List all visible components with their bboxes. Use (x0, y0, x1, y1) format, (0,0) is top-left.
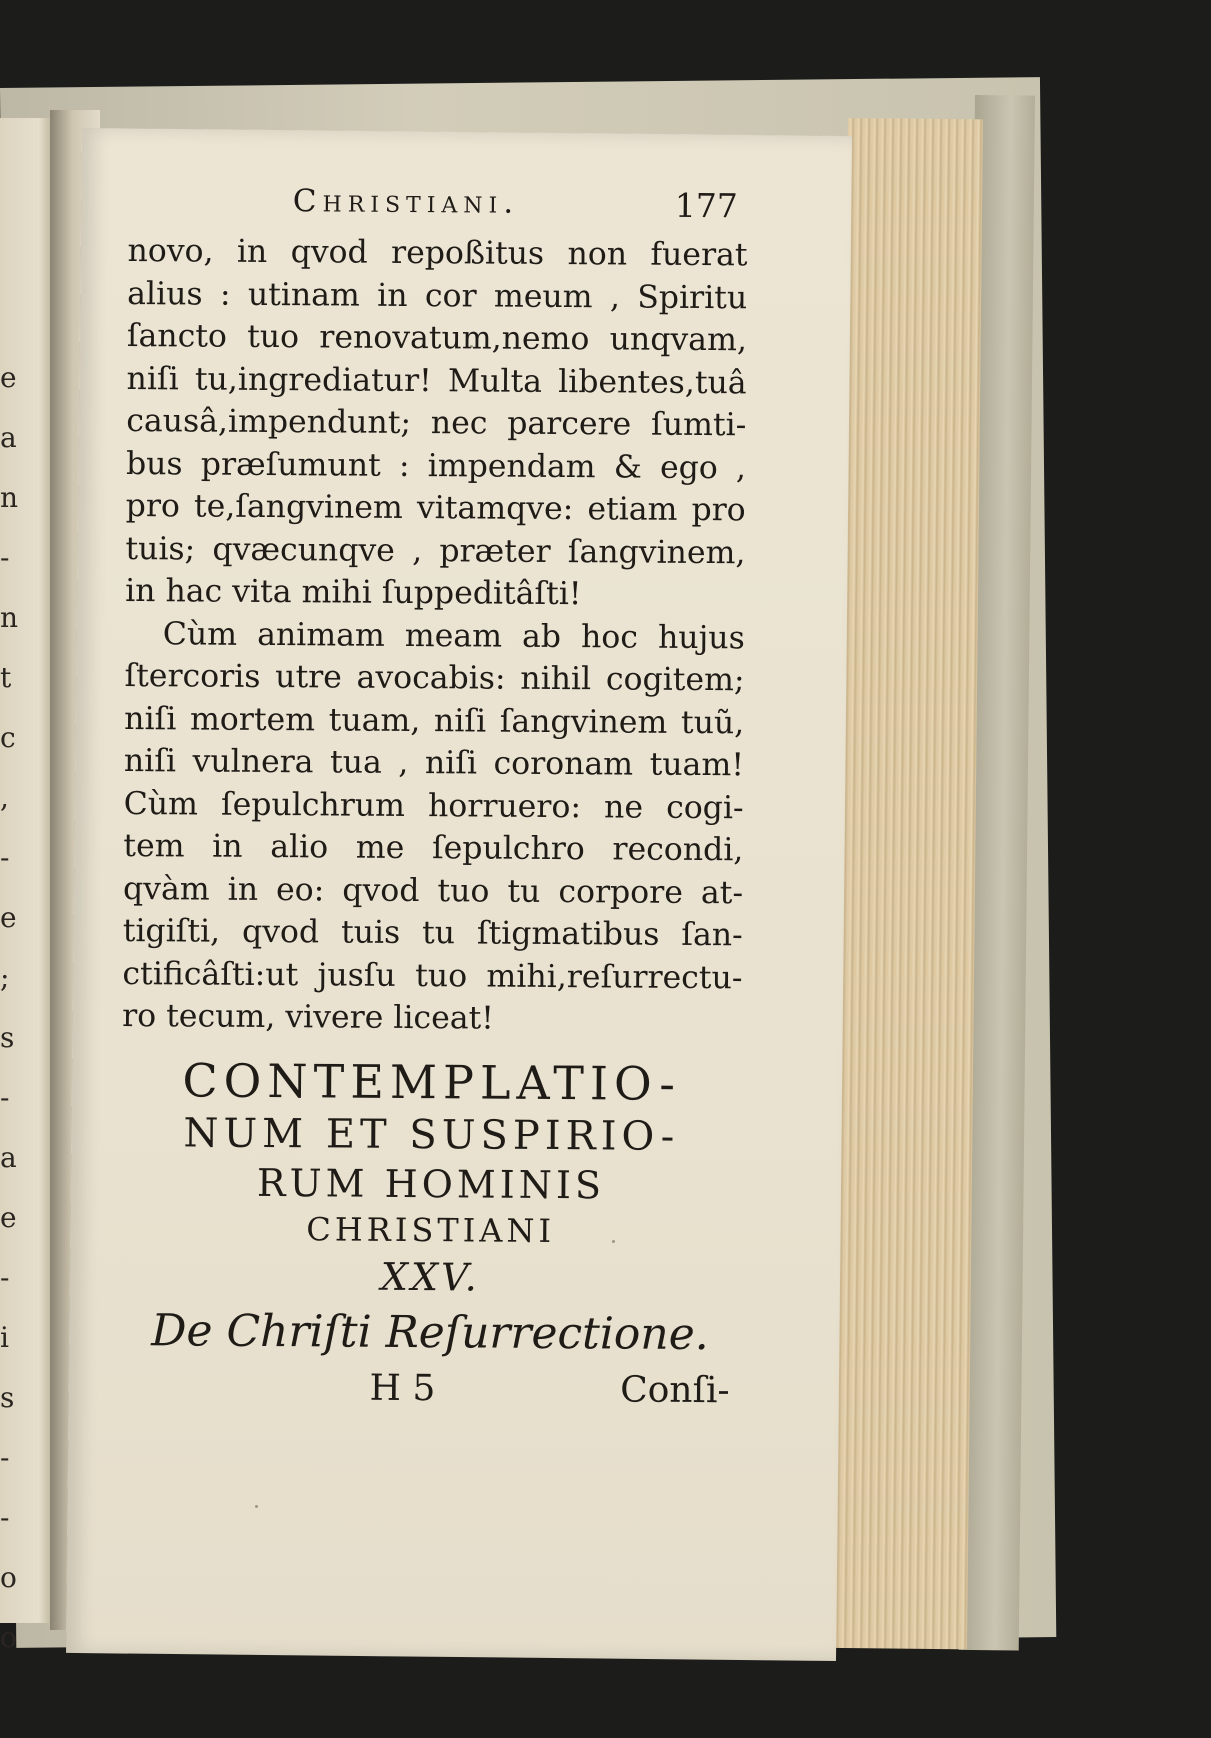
fragment: n (0, 601, 19, 634)
text-line: ſancto tuo renovatum,nemo unqvam, (126, 317, 748, 359)
fragment: n (0, 481, 19, 514)
fragment: t (0, 661, 12, 694)
page-footer (119, 1365, 739, 1419)
fragment: ; (0, 961, 10, 994)
fragment: - (0, 1261, 10, 1294)
fragment: - (0, 541, 10, 574)
fragment: s (0, 1381, 15, 1414)
section-number: XXV. (380, 1254, 481, 1299)
text-line: novo, in qvod repoßitus non fuerat (127, 232, 748, 274)
heading-line-2: NUM ET SUSPIRIO- (183, 1109, 680, 1160)
fragment: , (0, 781, 9, 814)
running-title: Christiani. (292, 183, 520, 221)
page-text-block (119, 182, 748, 1420)
catchword: Conſi- (620, 1368, 730, 1411)
fragment: - (0, 1501, 10, 1534)
facing-page-text-fragments (0, 348, 20, 1668)
text-line: niſi vulnera tua , niſi coronam tuam! (123, 742, 745, 784)
text-line: bus præſumunt : impendam & ego , (125, 445, 747, 486)
signature-mark: H 5 (369, 1367, 436, 1409)
fragment: - (0, 1441, 10, 1474)
text-line: tigiſti, qvod tuis tu ſtigmatibus ſan- (122, 912, 743, 954)
text-line: tem in alio me ſepulchro recondi, (123, 827, 744, 869)
fragment: e (0, 1201, 17, 1234)
text-line: Cùm ſepulchrum horruero: ne cogi- (123, 785, 744, 826)
text-line: tuis; qvæcunqve , præter ſangvinem, (125, 530, 746, 571)
text-line: niſi mortem tuam, niſi ſangvinem tuũ, (124, 700, 745, 741)
text-line: ro tecum, vivere liceat! (122, 997, 495, 1037)
fragment: e (0, 901, 17, 934)
section-heading (120, 1051, 742, 1365)
text-line: causâ,impendunt; nec parcere ſumti- (126, 402, 747, 444)
heading-line-3: RUM HOMINIS (256, 1160, 606, 1207)
text-line: ctificâſti:ut jusſu tuo mihi,reſurrectu- (122, 955, 743, 996)
section-subtitle: De Chriſti Reſurrectione. (151, 1304, 709, 1360)
fragment: e (0, 361, 17, 394)
text-line: qvàm in eo: qvod tuo tu corpore at- (122, 870, 744, 911)
fragment: a (0, 421, 17, 454)
page-number: 177 (674, 185, 738, 226)
heading-line-4: CHRISTIANI (306, 1209, 556, 1250)
fragment: - (0, 841, 10, 874)
fragment: o (0, 1561, 17, 1594)
text-line: niſi tu,ingrediatur! Multa libentes,tuâ (126, 360, 747, 401)
body-text (122, 230, 748, 1042)
text-line: alius : utinam in cor meum , Spiritu (127, 275, 748, 316)
text-line: ſtercoris utre avocabis: nihil cogitem; (124, 657, 745, 699)
heading-line-1: CONTEMPLATIO- (182, 1052, 682, 1111)
fragment: i (0, 1321, 9, 1354)
paper-speck (255, 1505, 258, 1508)
fragment: o (0, 1621, 17, 1654)
running-head (128, 182, 748, 234)
fragment: s (0, 1021, 15, 1054)
fragment: a (0, 1141, 17, 1174)
text-line: Cùm animam meam ab hoc hujus (162, 615, 745, 656)
page-edges (832, 118, 983, 1649)
text-line: pro te,ſangvinem vitamqve: etiam pro (125, 487, 746, 529)
fragment: - (0, 1081, 10, 1114)
fragment: c (0, 721, 16, 754)
facing-page-edge (0, 118, 55, 1654)
text-line: in hac vita mihi ſuppeditâſti! (125, 572, 582, 613)
